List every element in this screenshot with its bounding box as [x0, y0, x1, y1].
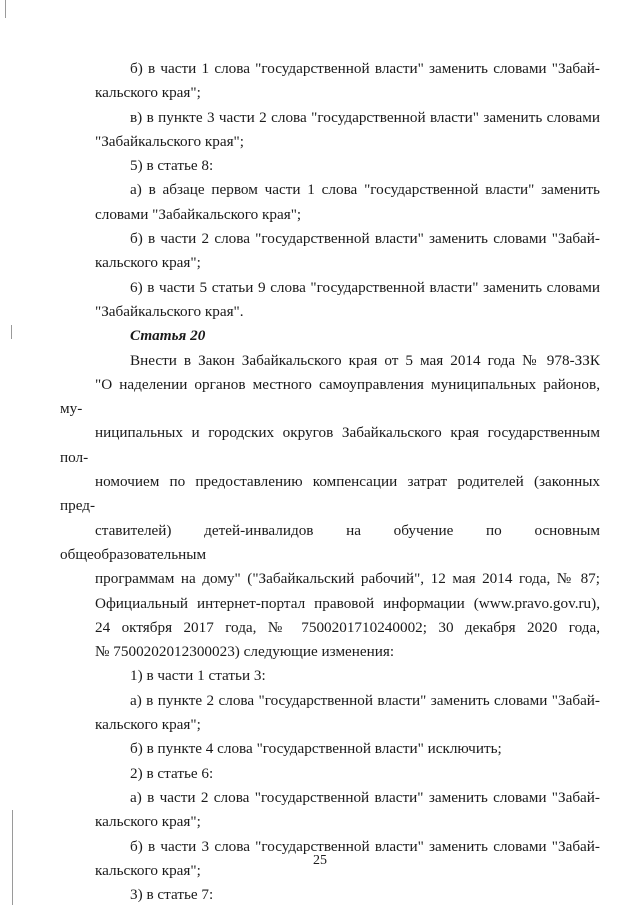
text-line: в) в пункте 3 части 2 слова "государственной власти" заменить словами [130, 108, 600, 126]
text-line: а) в абзаце первом части 1 слова "государственной власти" заменить [130, 181, 600, 199]
text-line: 3) в статье 7: [130, 886, 214, 904]
paragraph [95, 664, 600, 688]
text-line: 6) в части 5 статьи 9 слова "государственной власти" заменить словами [130, 278, 600, 296]
page-number: 25 [313, 853, 327, 868]
text-line: номочием по предоставлению компенсации затрат родителей (законных пред- [60, 473, 600, 515]
text-line: кальского края"; [95, 813, 201, 831]
paragraph [95, 883, 600, 907]
text-line: "О наделении органов местного самоуправления муниципальных районов, му- [60, 375, 600, 418]
text-line: 24 октября 2017 года, № 7500201710240002; 30 декабря 2020 года, [95, 618, 600, 636]
text-line: ставителей) детей-инвалидов на обучение по основным общеобразовательным [60, 521, 600, 563]
scan-margin-mark [5, 0, 6, 18]
text-line: б) в части 3 слова "государственной власти" заменить словами "Забай- [130, 837, 600, 855]
text-line: а) в части 2 слова "государственной власти" заменить словами "Забай- [130, 788, 600, 806]
paragraph [95, 57, 600, 106]
paragraph [95, 106, 600, 155]
text-line: 5) в статье 8: [130, 157, 214, 175]
text-line: б) в части 1 слова "государственной власти" заменить словами "Забай- [130, 60, 600, 77]
paragraph [60, 349, 600, 665]
article-heading: Статья 20 [130, 327, 206, 345]
text-line: кальского края"; [95, 861, 201, 879]
text-line: а) в пункте 2 слова "государственной власти" заменить словами "Забай- [130, 691, 600, 709]
text-line: 1) в части 1 статьи 3: [130, 667, 266, 685]
text-line: кальского края"; [95, 254, 201, 272]
text-line: № 7500202012300023) следующие изменения: [95, 643, 395, 661]
text-line: Внести в Закон Забайкальского края от 5 мая 2014 года № 978-ЗЗК [130, 351, 600, 369]
paragraph [95, 276, 600, 325]
document-body [60, 57, 600, 907]
text-line: программам на дому" ("Забайкальский рабочий", 12 мая 2014 года, № 87; [95, 570, 600, 588]
text-line: кальского края"; [95, 716, 201, 734]
text-line: б) в пункте 4 слова "государственной власти" исключить; [130, 740, 502, 758]
text-line: 2) в статье 6: [130, 764, 214, 782]
paragraph [95, 762, 600, 786]
paragraph [95, 689, 600, 738]
paragraph [95, 178, 600, 227]
paragraph [95, 154, 600, 178]
text-line: словами "Забайкальского края"; [95, 205, 302, 223]
text-line: кальского края"; [95, 84, 201, 102]
text-line: б) в части 2 слова "государственной власти" заменить словами "Забай- [130, 230, 600, 248]
text-line: "Забайкальского края". [95, 302, 244, 320]
scan-margin-mark [11, 325, 12, 339]
paragraph [95, 786, 600, 835]
paragraph [95, 737, 600, 761]
text-line: Официальный интернет-портал правовой информации (www.pravo.gov.ru), [95, 594, 600, 612]
paragraph [95, 227, 600, 276]
text-line: ниципальных и городских округов Забайкальского края государственным пол- [60, 424, 600, 466]
text-line: "Забайкальского края"; [95, 132, 244, 150]
